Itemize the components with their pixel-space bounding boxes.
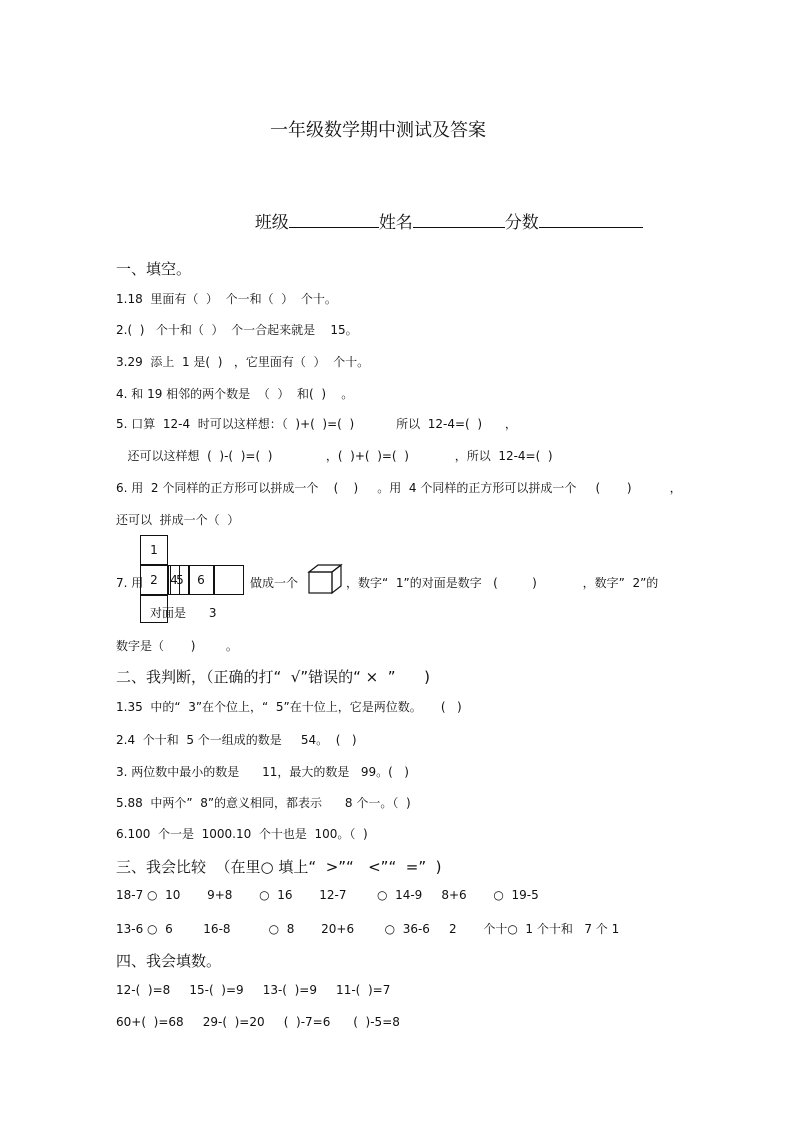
question-1-7-end: 数字是（ ) 。 [116,639,238,653]
student-info-line [244,188,643,233]
score-label: 分数 [504,213,539,233]
question-2-2: 2.4 个十和 5 个一组成的数是 54。 ( ) [116,733,357,747]
question-1-6a: 6. 用 2 个同样的正方形可以拼成一个 ( ) 。用 4 个同样的正方形可以拼成一个 ( ) ， [116,481,682,495]
section-heading-fill-in: 一、填空。 [116,260,192,278]
net-cell-5: 5 [170,565,190,595]
net-cell-4: 4 [168,565,180,595]
question-1-2: 2.( ) 个十和（ ） 个一合起来就是 15。 [116,323,358,337]
name-blank[interactable] [413,213,505,228]
question-1-6b: 还可以 拼成一个（ ） [116,513,240,527]
question-1-7-suffix: ，数字“ 1”的对面是数字 ( ) ，数字” 2”的 [346,576,659,590]
question-1-5b: 还可以这样想 ( )-( )=( ) ，( )+( )=( ) ，所以 12-4=( ) [116,449,553,463]
page-title: 一年级数学期中测试及答案 [270,120,486,141]
net-cell-1: 1 [140,535,168,565]
question-2-1: 1.35 中的“ 3”在个位上，“ 5”在十位上，它是两位数。 ( ) [116,700,462,714]
fill-row-1: 12-( )=8 15-( )=9 13-( )=9 11-( )=7 [116,983,391,997]
compare-row-2: 13-6 ○ 6 16-8 ○ 8 20+6 ○ 36-6 2 个十○ 1 个十和 7 个 1 [116,922,620,936]
question-1-4: 4. 和 19 相邻的两个数是 （ ） 和( ) 。 [116,387,354,401]
compare-row-1: 18-7 ○ 10 9+8 ○ 16 12-7 ○ 14-9 8+6 ○ 19-5 [116,888,539,902]
class-blank[interactable] [289,213,379,228]
net-cell-blank [214,565,244,595]
question-1-5a: 5. 口算 12-4 时可以这样想：（ )+( )=( ) 所以 12-4=( ) ， [116,417,517,431]
question-1-7-prefix: 7. 用 [116,576,144,590]
question-1-3: 3.29 添上 1 是( ) ，它里面有（ ） 个十。 [116,355,370,369]
net-cell-2: 2 [140,565,168,595]
section-heading-judge: 二、我判断，（正确的打“ √”错误的“ × ” ) [116,668,431,686]
cube-icon [306,562,344,596]
question-2-4: 5.88 中两个” 8”的意义相同，都表示 8 个一。（ ) [116,796,411,810]
question-1-7-mid: 做成一个 [250,576,299,590]
fill-row-2: 60+( )=68 29-( )=20 ( )-7=6 ( )-5=8 [116,1015,400,1029]
score-blank[interactable] [539,213,643,228]
question-2-5: 6.100 个一是 1000.10 个十也是 100。（ ) [116,827,368,841]
name-label: 姓名 [378,213,413,233]
net-cell-6: 6 [188,565,214,595]
section-heading-compare: 三、我会比较 （在里○ 填上“ >”“ <”“ =” ) [116,858,442,876]
question-1-1: 1.18 里面有（ ） 个一和（ ） 个十。 [116,292,337,306]
question-2-3: 3. 两位数中最小的数是 11，最大的数是 99。( ) [116,765,409,779]
section-heading-fill-numbers: 四、我会填数。 [116,952,222,970]
class-label: 班级 [254,213,289,233]
question-1-7-below: 对面是 3 [150,606,217,620]
